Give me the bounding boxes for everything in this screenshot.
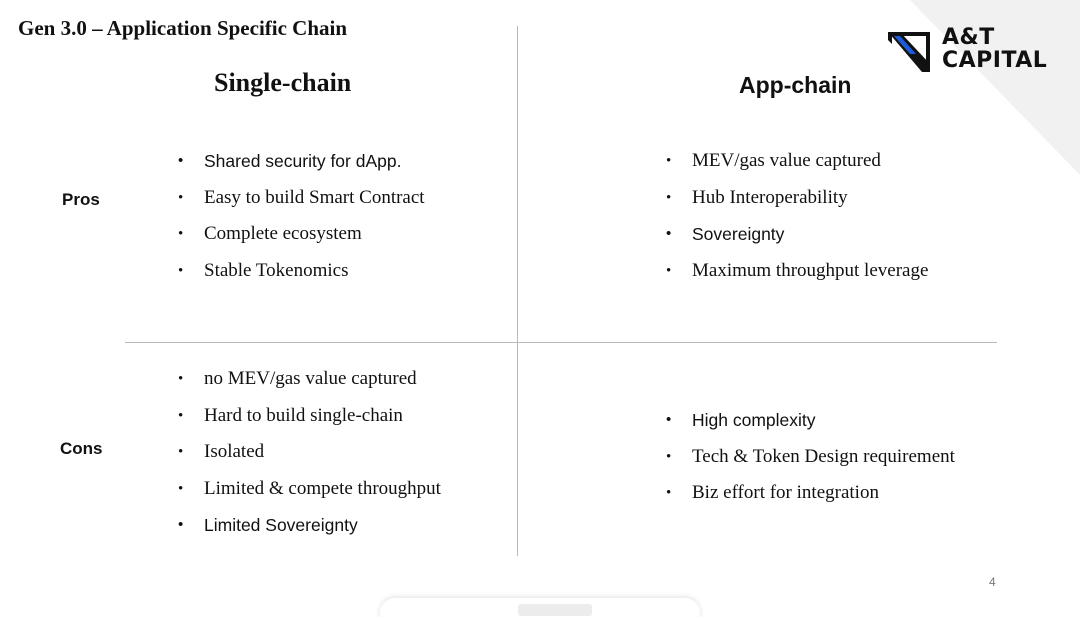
presentation-toolbar[interactable] [380, 598, 700, 617]
list-item [666, 408, 955, 445]
bullet-icon: • [178, 371, 184, 387]
logo-mark-icon [886, 28, 940, 76]
list-item [178, 259, 425, 296]
logo-wordmark [942, 26, 1047, 72]
vertical-divider [517, 26, 518, 556]
list-item-text: Biz effort for integration [692, 482, 879, 503]
list-item [178, 186, 425, 223]
bullet-icon: • [666, 411, 672, 428]
slide-title: Gen 3.0 – Application Specific Chain [18, 16, 348, 40]
row-label-cons: Cons [60, 439, 103, 458]
bullet-icon: • [666, 262, 672, 279]
logo-line-1: A&T [942, 25, 995, 50]
list-item [666, 445, 955, 482]
logo-line-2: CAPITAL [942, 48, 1048, 73]
list-item [178, 513, 441, 550]
bullet-icon: • [178, 226, 184, 242]
list-item-text: Limited Sovereignty [204, 515, 358, 535]
column-heading-single-chain: Single-chain [214, 68, 352, 97]
bullet-icon: • [666, 225, 672, 242]
list-item-text: Complete ecosystem [204, 223, 362, 244]
list-item [666, 222, 928, 259]
horizontal-divider [125, 342, 997, 343]
list-item [666, 186, 928, 223]
list-item-text: Sovereignty [692, 224, 785, 244]
list-item [178, 222, 425, 259]
list-item [178, 404, 441, 441]
list-item-text: Tech & Token Design requirement [692, 445, 955, 467]
bullet-icon: • [178, 444, 184, 460]
app-chain-cons-list [666, 408, 955, 518]
app-chain-pros-list [666, 149, 928, 295]
bullet-icon: • [178, 189, 184, 206]
list-item [178, 149, 425, 186]
list-item-text: Limited & compete throughput [204, 477, 441, 499]
list-item [178, 367, 441, 404]
list-item-text: Hard to build single-chain [204, 404, 403, 426]
list-item-text: no MEV/gas value captured [204, 368, 417, 389]
list-item-text: High complexity [692, 410, 816, 430]
list-item-text: Hub Interoperability [692, 186, 848, 208]
row-label-pros: Pros [62, 190, 100, 209]
list-item-text: Stable Tokenomics [204, 259, 349, 281]
list-item [178, 477, 441, 514]
list-item [178, 440, 441, 477]
bullet-icon: • [666, 153, 672, 169]
list-item [666, 481, 955, 518]
bullet-icon: • [178, 516, 184, 533]
bullet-icon: • [178, 480, 184, 497]
single-chain-cons-list [178, 367, 441, 550]
list-item [666, 149, 928, 186]
list-item-text: MEV/gas value captured [692, 150, 881, 171]
page-number: 4 [989, 575, 996, 589]
column-heading-app-chain: App-chain [739, 72, 852, 98]
list-item-text: Maximum throughput leverage [692, 259, 929, 281]
list-item-text: Isolated [204, 441, 265, 462]
toolbar-control[interactable] [518, 604, 592, 616]
list-item-text: Shared security for dApp. [204, 151, 402, 171]
list-item-text: Easy to build Smart Contract [204, 186, 425, 208]
bullet-icon: • [666, 485, 672, 501]
bullet-icon: • [178, 407, 184, 424]
bullet-icon: • [178, 262, 184, 279]
bullet-icon: • [666, 448, 672, 465]
bullet-icon: • [666, 189, 672, 206]
company-logo [886, 26, 1066, 78]
bullet-icon: • [178, 152, 184, 169]
single-chain-pros-list [178, 149, 425, 295]
list-item [666, 259, 928, 296]
